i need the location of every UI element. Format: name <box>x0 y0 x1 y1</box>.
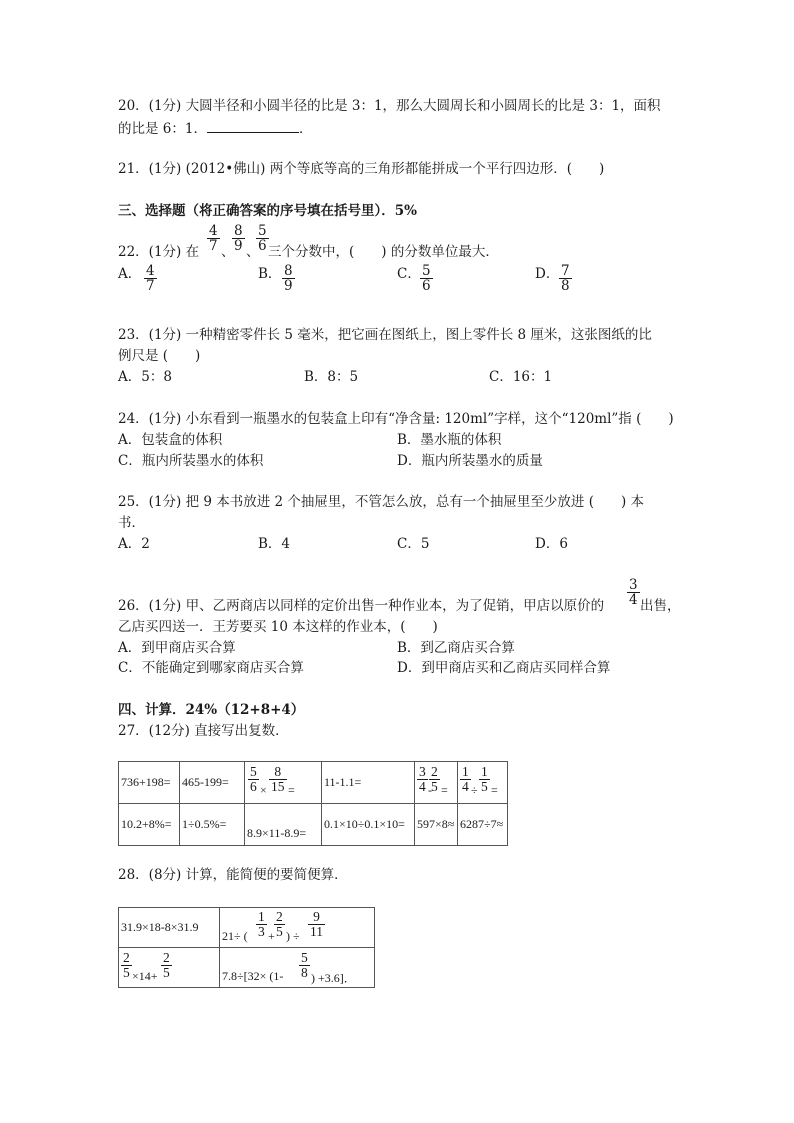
q25-option-d: D．6 <box>535 536 568 552</box>
q26-line1: 26．(1分) 甲、乙两商店以同样的定价出售一种作业本，为了促销，甲店以原价的 <box>118 598 605 614</box>
q22-pre: 22．(1分) 在 <box>118 244 200 260</box>
q27-line: 27．(12分) 直接写出复数． <box>118 723 289 739</box>
q27-r2-c1: 10.2+8%= <box>119 804 180 846</box>
q28-c1: 31.9×18-8×31.9 <box>119 908 220 948</box>
q27-r2-c2: 1÷0.5%= <box>180 804 245 846</box>
q26-frac: 3 4 <box>629 577 638 608</box>
q26-option-c: C．不能确定到哪家商店买合算 <box>118 660 304 676</box>
q27-r1-c4: 11-1.1= <box>322 762 415 804</box>
q25-option-b: B．4 <box>258 536 291 552</box>
q22-option-d-label: D． <box>535 266 560 282</box>
q20-line2-text: 的比是 6：1． <box>118 121 207 137</box>
q28-c4: 7.8÷[32× (1- 5 8 ) +3.6]． <box>220 948 375 988</box>
q22-frac-2: 8 9 <box>234 223 243 254</box>
q22-option-d-frac: 7 8 <box>561 263 570 294</box>
q22-option-b-frac: 8 9 <box>284 263 293 294</box>
answer-blank <box>207 120 299 133</box>
q23-option-a: A．5：8 <box>118 369 172 385</box>
q22-option-c-frac: 5 6 <box>422 263 431 294</box>
q24-option-d: D．瓶内所装墨水的质量 <box>397 453 543 469</box>
q27-r1-c6: 1 4 ÷ 1 5 = <box>458 762 508 804</box>
q26-option-d: D．到甲商店买和乙商店买同样合算 <box>397 660 611 676</box>
table-row <box>119 804 508 846</box>
q28-table <box>118 907 375 988</box>
q20-line1: 20．(1分) 大圆半径和小圆半径的比是 3：1，那么大圆周长和小圆周长的比是 3：1，面积 <box>118 98 661 114</box>
q27-r2-c6: 6287÷7≈ <box>458 804 508 846</box>
q23-option-c: C．16：1 <box>489 369 553 385</box>
q22-frac-1: 4 7 <box>209 223 218 254</box>
q22-option-b-label: B． <box>258 266 282 282</box>
q24-option-a: A．包装盒的体积 <box>118 432 223 448</box>
q26-option-b: B．到乙商店买合算 <box>397 640 515 656</box>
q26-line2: 乙店买四送一．王芳要买 10 本这样的作业本，( ) <box>118 619 438 635</box>
q27-r1-c2: 465-199= <box>180 762 245 804</box>
q21-text: 21．(1分) (2012•佛山) 两个等底等高的三角形都能拼成一个平行四边形．( ) <box>118 161 605 177</box>
table-row <box>119 948 375 988</box>
q22-option-a-label: A． <box>118 266 142 282</box>
q27-r2-c3: 8.9×11-8.9= <box>245 804 322 846</box>
q25-option-c: C．5 <box>397 536 430 552</box>
q28-c2: 21÷ ( 1 3 + 2 5 ) ÷ 9 11 <box>220 908 375 948</box>
q24-option-b: B．墨水瓶的体积 <box>397 432 502 448</box>
q25-line2: 书． <box>118 515 145 531</box>
q22-option-c-label: C． <box>397 266 421 282</box>
section3-title: 三、选择题（将正确答案的序号填在括号里）．5% <box>118 203 417 219</box>
q22-sep-2: 、 <box>246 244 260 260</box>
q25-line1: 25．(1分) 把 9 本书放进 2 个抽屉里，不管怎么放，总有一个抽屉里至少放进 ( ) 本 <box>118 494 645 510</box>
q27-r2-c5: 597×8≈ <box>415 804 458 846</box>
q22-frac-3: 5 6 <box>258 223 267 254</box>
section4-title: 四、计算．24%（12+8+4） <box>118 702 305 718</box>
q20-line2 <box>118 120 312 137</box>
q24-line1: 24．(1分) 小东看到一瓶墨水的包装盒上印有“净含量: 120ml”字样，这个“120ml”指 ( ) <box>118 411 674 427</box>
q22-option-a-frac: 4 7 <box>146 263 155 294</box>
q28-line: 28．(8分) 计算，能简便的要简便算． <box>118 867 348 883</box>
table-row <box>119 762 508 804</box>
q23-line1: 23．(1分) 一种精密零件长 5 毫米，把它画在图纸上，图上零件长 8 厘米，这张图纸的比 <box>118 327 652 343</box>
q23-option-b: B．8：5 <box>304 369 359 385</box>
q22-sep-1: 、 <box>221 244 235 260</box>
q27-table <box>118 761 508 846</box>
table-row <box>119 908 375 948</box>
q28-c3: 2 5 ×14+ 2 5 <box>119 948 220 988</box>
q26-option-a: A．到甲商店买合算 <box>118 640 236 656</box>
q22-post: 三个分数中，( ) 的分数单位最大． <box>268 244 499 260</box>
q27-r1-c1: 736+198= <box>119 762 180 804</box>
q24-option-c: C．瓶内所装墨水的体积 <box>118 453 264 469</box>
q20-tail: ． <box>298 121 313 137</box>
q27-r2-c4: 0.1×10÷0.1×10= <box>322 804 415 846</box>
q25-option-a: A．2 <box>118 536 150 552</box>
q26-line1b: 出售， <box>640 598 681 614</box>
q23-line2: 例尺是 ( ) <box>118 348 201 364</box>
q27-r1-c5: 3 4 - 2 5 = <box>415 762 458 804</box>
q27-r1-c3: 5 6 × 8 15 = <box>245 762 322 804</box>
